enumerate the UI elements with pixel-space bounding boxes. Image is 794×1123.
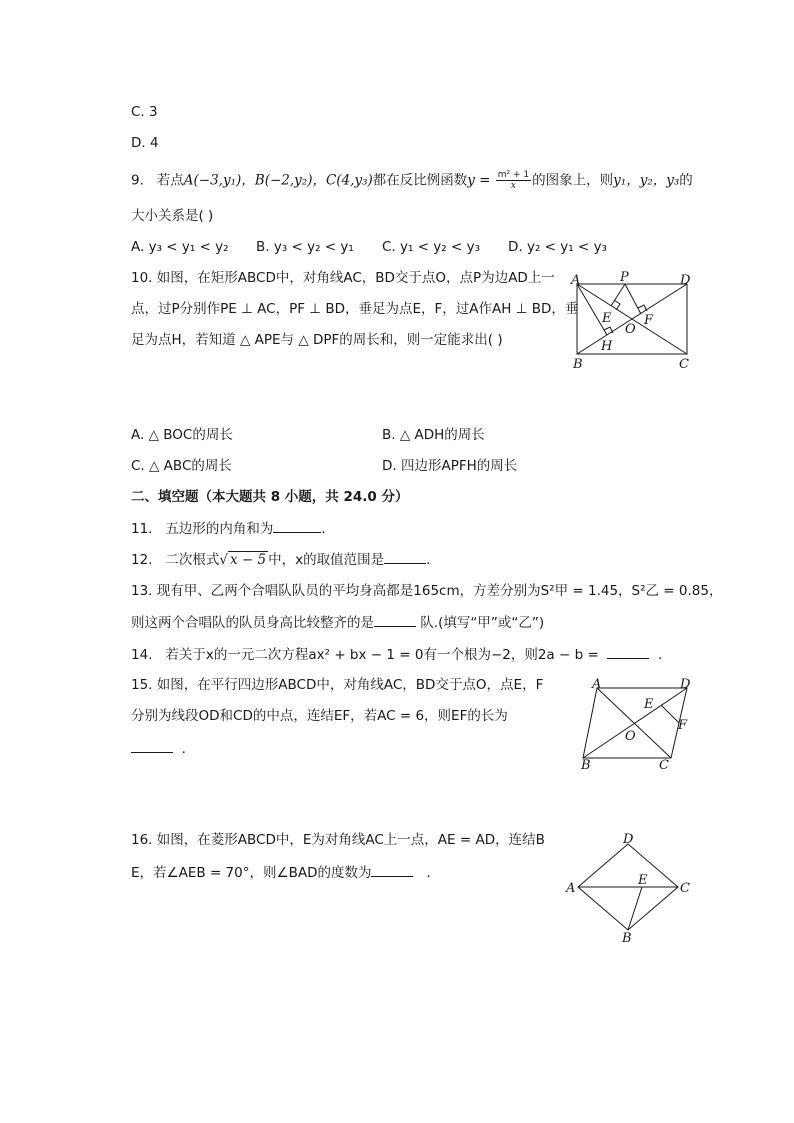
label-E: E: [638, 873, 648, 888]
option-b[interactable]: B. y₃ < y₂ < y₁: [256, 239, 354, 255]
answer-blank[interactable]: [607, 644, 649, 659]
option-d[interactable]: D. y₂ < y₁ < y₃: [508, 239, 607, 255]
label-E: E: [602, 311, 612, 326]
label-A: A: [571, 273, 581, 288]
figure-rectangle-abcd: [565, 272, 695, 372]
label-C: C: [659, 758, 669, 773]
question-15-line-3: .: [131, 738, 186, 759]
answer-blank[interactable]: [384, 549, 426, 564]
answer-blank[interactable]: [374, 612, 416, 627]
question-11: 11. 五边形的内角和为 .: [131, 518, 326, 539]
label-D: D: [680, 677, 691, 692]
option-a[interactable]: A. y₃ < y₁ < y₂: [131, 239, 229, 255]
label-A: A: [592, 677, 602, 692]
figure-parallelogram-abcd: [575, 676, 705, 776]
answer-blank[interactable]: [371, 862, 413, 877]
label-F: F: [678, 718, 688, 733]
label-B: B: [581, 758, 591, 773]
label-O: O: [625, 322, 636, 337]
question-14: 14. 若关于x的一元二次方程ax² + bx − 1 = 0有一个根为−2，则2a − b = .: [131, 644, 662, 665]
section-title: 二、填空题（本大题共 8 小题，共 24.0 分）: [131, 489, 409, 505]
label-B: B: [573, 357, 583, 372]
question-9-line-1: 9. 若点A(−3,y₁)，B(−2,y₂)，C(4,y₃)都在反比例函数y = $\frac{\text{m² + 1}}{x}$ 的图象上，则y₁，y₂，y₃的: [131, 170, 693, 191]
option-c-prev: C. 3: [131, 104, 158, 120]
figure-rhombus-abcd: [562, 830, 702, 945]
answer-blank[interactable]: [131, 738, 173, 753]
option-d[interactable]: D. 四边形APFH的周长: [382, 458, 518, 474]
fraction: $\frac{\text{m² + 1}}{x}$: [497, 170, 530, 191]
question-16-line-1: 16. 如图，在菱形ABCD中，E为对角线AC上一点，AE = AD，连结B: [131, 832, 545, 848]
label-F: F: [644, 313, 654, 328]
question-9-line-2: 大小关系是( ): [131, 208, 214, 224]
label-H: H: [601, 339, 613, 354]
label-E: E: [644, 697, 654, 712]
option-c[interactable]: C. y₁ < y₂ < y₃: [382, 239, 481, 255]
question-15-line-2: 分别为线段OD和CD的中点，连结EF，若AC = 6，则EF的长为: [131, 708, 508, 724]
question-15-line-1: 15. 如图，在平行四边形ABCD中，对角线AC，BD交于点O，点E，F: [131, 677, 544, 693]
label-O: O: [625, 729, 636, 744]
option-a[interactable]: A. △ BOC的周长: [131, 427, 233, 443]
question-13-line-2: 则这两个合唱队的队员身高比较整齐的是 队.(填写“甲”或“乙”): [131, 612, 544, 633]
sqrt-symbol: √: [219, 552, 228, 568]
option-d-prev: D. 4: [131, 135, 159, 151]
label-A: A: [566, 881, 576, 896]
question-number: 9.: [131, 172, 144, 189]
question-16-line-2: E，若∠AEB = 70°，则∠BAD的度数为 .: [131, 862, 431, 883]
label-C: C: [679, 357, 689, 372]
question-10-line-2: 点，过P分别作PE ⊥ AC，PF ⊥ BD，垂足为点E，F，过A作AH ⊥ BD，垂: [131, 301, 579, 317]
label-D: D: [623, 832, 634, 847]
question-10-line-1: 10. 如图，在矩形ABCD中，对角线AC，BD交于点O，点P为边AD上一: [131, 270, 555, 286]
question-13-line-1: 13. 现有甲、乙两个合唱队队员的平均身高都是165cm，方差分别为S²甲 = 1.45，S²乙 = 0.85，: [131, 583, 723, 599]
question-10-line-3: 足为点H，若知道 △ APE与 △ DPF的周长和，则一定能求出( ): [131, 332, 503, 348]
option-b[interactable]: B. △ ADH的周长: [382, 427, 485, 443]
label-D: D: [680, 273, 691, 288]
answer-blank[interactable]: [273, 518, 321, 533]
label-C: C: [680, 881, 690, 896]
option-c[interactable]: C. △ ABC的周长: [131, 458, 232, 474]
question-12: 12. 二次根式√ x − 5 中，x的取值范围是 .: [131, 549, 430, 570]
label-B: B: [622, 931, 632, 946]
label-P: P: [620, 270, 629, 285]
